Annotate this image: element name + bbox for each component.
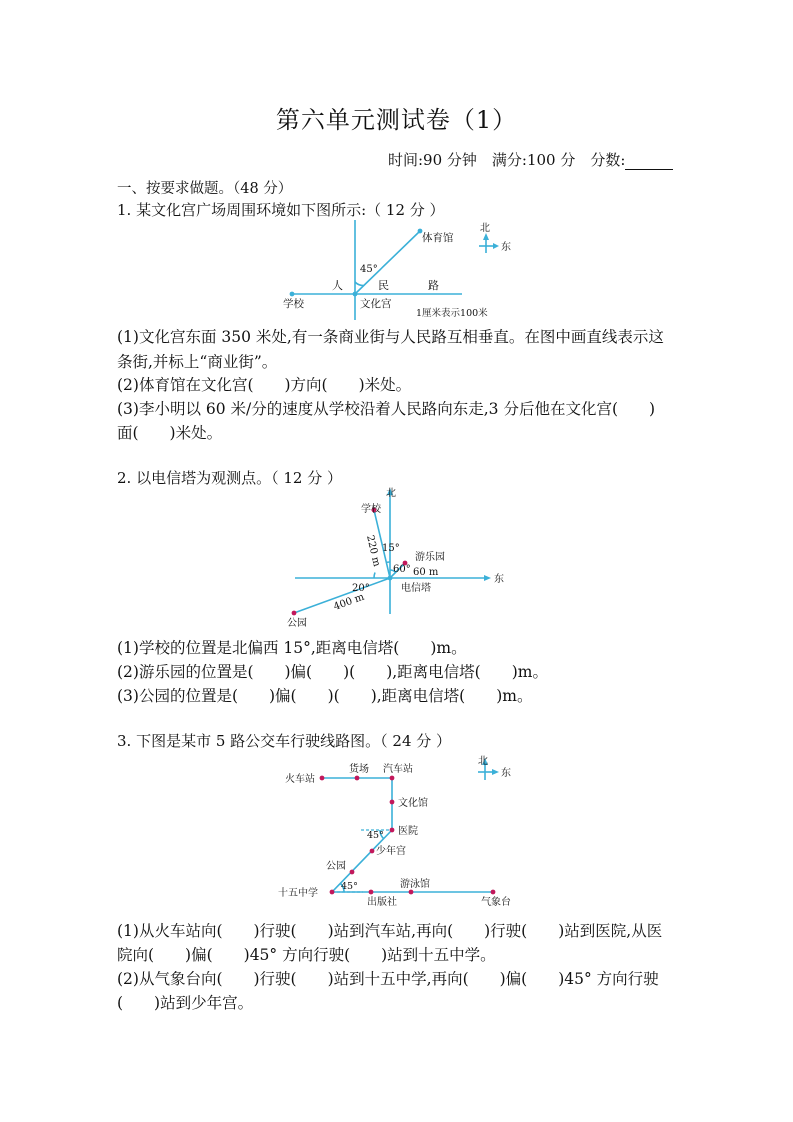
q3-diagram: [275, 752, 540, 912]
q1-line-2: 条街,并标上“商业街”。: [117, 353, 278, 371]
label-market: 货场: [349, 764, 369, 775]
label-north: 北: [386, 488, 396, 499]
label-youth-palace: 少年宫: [376, 846, 406, 857]
q2-heading: 2. 以电信塔为观测点。（ 12 分 ）: [117, 469, 342, 487]
q1-line-4: (3)李小明以 60 米/分的速度从学校沿着人民路向东走,3 分后他在文化宫( ): [117, 400, 656, 418]
label-angle-top: 45°: [367, 830, 384, 841]
label-school: 学校: [361, 504, 381, 515]
label-north: 北: [480, 223, 490, 234]
q1-line-3: (2)体育馆在文化宫( )方向( )米处。: [117, 376, 412, 394]
q1-diagram: [280, 215, 520, 325]
q2-line-2: (2)游乐园的位置是( )偏( )( ),距离电信塔( )m。: [117, 663, 548, 681]
label-scale: 1厘米表示100米: [416, 308, 488, 319]
label-angle-60: 60°: [393, 564, 411, 575]
label-culture-palace: 文化宫: [360, 298, 392, 310]
label-amusement-distance: 60 m: [413, 567, 439, 578]
label-angle-15: 15°: [382, 543, 400, 554]
label-road-1: 人: [332, 279, 343, 292]
q3-line-1: (1)从火车站向( )行驶( )站到汽车站,再向( )行驶( )站到医院,从医: [117, 922, 663, 940]
q2-diagram: [285, 484, 515, 629]
label-culture-hall: 文化馆: [398, 798, 428, 809]
label-east: 东: [501, 768, 511, 779]
label-pool: 游泳馆: [400, 879, 430, 890]
label-school-distance: 220 m: [364, 534, 382, 568]
exam-meta-text: 时间:90 分钟 满分:100 分 分数:: [388, 151, 626, 169]
q2-line-1: (1)学校的位置是北偏西 15°,距离电信塔( )m。: [117, 639, 467, 657]
label-road-3: 路: [428, 279, 439, 292]
label-east: 东: [494, 574, 504, 585]
q3-line-2: 院向( )偏( )45° 方向行驶( )站到十五中学。: [117, 946, 496, 964]
label-school: 学校: [283, 298, 304, 310]
q2-line-3: (3)公园的位置是( )偏( )( ),距离电信塔( )m。: [117, 687, 533, 705]
label-park: 公园: [326, 861, 346, 872]
q1-line-5: 面( )米处。: [117, 424, 223, 442]
q3-line-4: ( )站到少年宫。: [117, 994, 254, 1012]
exam-meta: [388, 149, 673, 170]
label-road-2: 民: [378, 279, 389, 292]
label-stadium: 体育馆: [422, 232, 454, 244]
label-angle-45: 45°: [360, 264, 378, 275]
label-angle-20: 20°: [352, 583, 370, 594]
label-hospital: 医院: [398, 826, 418, 837]
q3-heading: 3. 下图是某市 5 路公交车行驶线路图。（ 24 分 ）: [117, 732, 452, 750]
label-angle-bottom: 45°: [341, 881, 358, 892]
label-bus-station: 汽车站: [383, 764, 413, 775]
score-blank[interactable]: [625, 155, 673, 170]
label-north: 北: [478, 756, 488, 767]
label-amusement-park: 游乐园: [415, 552, 445, 563]
section-heading: 一、按要求做题。（48 分）: [117, 181, 293, 197]
label-weather-station: 气象台: [481, 897, 511, 908]
label-train-station: 火车站: [285, 774, 315, 785]
q1-line-1: (1)文化宫东面 350 米处,有一条商业街与人民路互相垂直。在图中画直线表示这: [117, 328, 664, 346]
label-school-15: 十五中学: [278, 888, 318, 899]
q1-heading: 1. 某文化宫广场周围环境如下图所示:（ 12 分 ）: [117, 201, 445, 219]
label-tower: 电信塔: [401, 583, 431, 594]
q3-line-3: (2)从气象台向( )行驶( )站到十五中学,再向( )偏( )45° 方向行驶: [117, 970, 659, 988]
label-east: 东: [501, 242, 511, 253]
label-park-distance: 400 m: [332, 591, 366, 613]
label-publisher: 出版社: [367, 897, 397, 908]
label-park: 公园: [287, 618, 307, 629]
page-title: 第六单元测试卷（1）: [275, 106, 518, 134]
